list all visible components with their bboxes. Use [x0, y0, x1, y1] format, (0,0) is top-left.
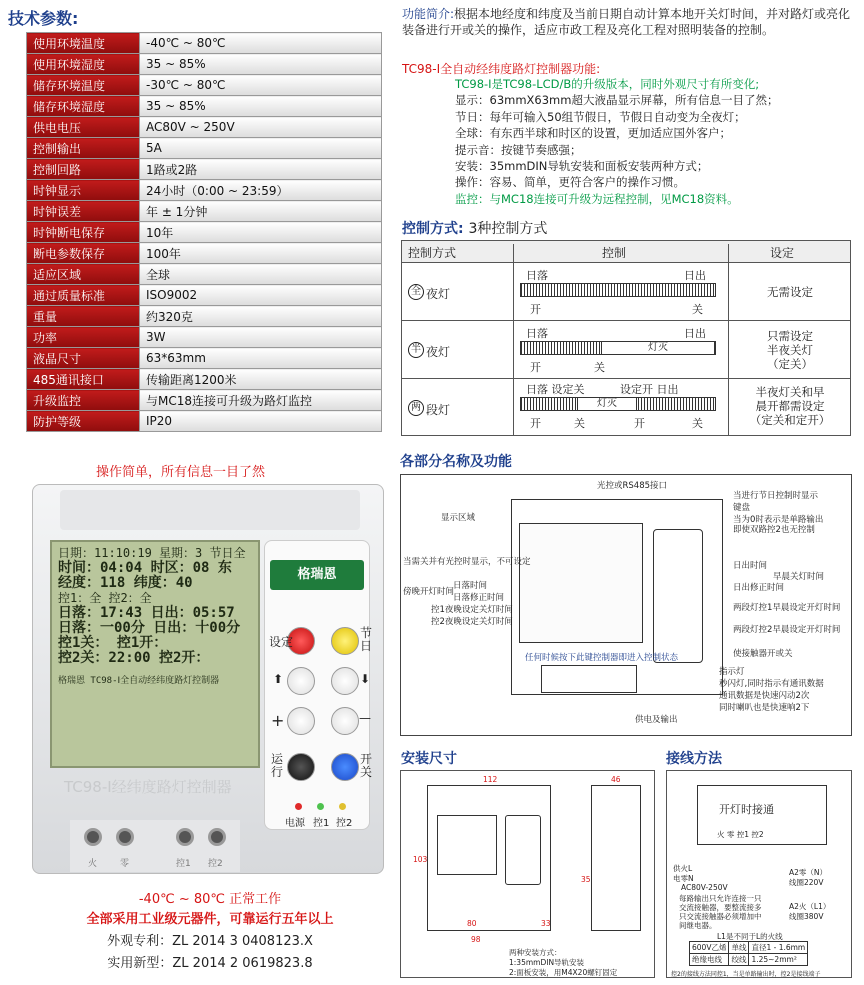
- diagram-lcd: [519, 523, 643, 643]
- spec-key: 485通讯接口: [27, 369, 140, 390]
- header-setting: 设定: [770, 246, 795, 260]
- spec-row: [27, 33, 382, 54]
- dim-width: 112: [483, 775, 498, 784]
- bar-label-left: 日落 设定关: [526, 383, 585, 396]
- wiring-note: 只交流接触器必须增加中: [679, 912, 762, 921]
- bar-label-left: 日落: [526, 327, 548, 340]
- spec-row: [27, 222, 382, 243]
- device-top-rail: [60, 490, 360, 530]
- wiring-note: 每路输出只允许连接一只: [679, 894, 762, 903]
- spec-row: [27, 327, 382, 348]
- spec-key: 储存环境湿度: [27, 96, 140, 117]
- spec-title: 技术参数:: [8, 9, 79, 28]
- switch-label: 开关: [360, 752, 373, 779]
- dim-offset: 33: [541, 919, 551, 928]
- label-keyboard: 键盘: [733, 503, 751, 513]
- up-label: ⬆: [273, 672, 284, 686]
- label-fest: 当进行节日控制时显示: [733, 491, 819, 501]
- label-zero: 当为0时表示是单路输出: [733, 515, 824, 525]
- terminal-label: 零: [120, 859, 130, 869]
- spec-value: 3W: [140, 327, 382, 348]
- ctrl1-led-label: 控1: [313, 818, 330, 829]
- wiring-note: 交流接触器，要整流接多: [679, 903, 762, 912]
- label-dual: 即使双路控2也无控制: [733, 525, 815, 535]
- power-led: [295, 803, 302, 810]
- bar-off-segment: 灯灭: [577, 398, 637, 410]
- bar-on: 开: [634, 417, 645, 430]
- feature-item: 节日：每年可输入50组节假日，节假日自动变为全夜灯；: [455, 109, 746, 124]
- wiring-fire: 供火L: [673, 864, 693, 873]
- spec-key: 升级监控: [27, 390, 140, 411]
- feature-item: 显示：63mmX63mm超大液晶显示屏幕，所有信息一目了然；: [455, 93, 779, 108]
- spec-value: 全球: [140, 264, 382, 285]
- feature-item: 全球：有东西半球和时区的设置，更加适应国外客户；: [455, 126, 731, 141]
- spec-key: 时钟误差: [27, 201, 140, 222]
- install-note: 两种安装方式：: [509, 948, 562, 957]
- spec-key: 功率: [27, 327, 140, 348]
- down-button[interactable]: [331, 667, 359, 695]
- wiring-voltage: AC80V-250V: [681, 883, 728, 892]
- label-two-stage1: 两段灯控1早晨设定开灯时间: [733, 603, 841, 613]
- spec-value: IP20: [140, 411, 382, 432]
- bar-label-right: 日出: [684, 327, 706, 340]
- spec-value: 传输距离1200米: [140, 369, 382, 390]
- mode-setting: 无需设定: [767, 285, 813, 299]
- terminal-screw: [176, 828, 194, 846]
- patent-design: 外观专利：ZL 2014 3 0408123.X: [107, 934, 313, 949]
- spec-value: AC80V ~ 250V: [140, 117, 382, 138]
- terminal-label: 火: [88, 859, 98, 869]
- ctrl1-led: [317, 803, 324, 810]
- spec-row: [27, 243, 382, 264]
- install-lcd-outline: [437, 815, 497, 875]
- label-ctrl2-off: 控2夜晚设定关灯时间: [431, 617, 513, 627]
- wiring-diagram: [666, 770, 852, 978]
- spec-row: [27, 390, 382, 411]
- spec-row: [27, 264, 382, 285]
- control-bar: [520, 341, 716, 355]
- label-hint: 任何时候按下此键控制器即进入控制状态: [525, 653, 679, 663]
- wiring-coil: A2火（L1）: [789, 902, 831, 911]
- bar-label-right: 日出: [684, 269, 706, 282]
- spec-value: -30℃ ~ 80℃: [140, 75, 382, 96]
- terminal-screw: [84, 828, 102, 846]
- plus-label: +: [271, 711, 285, 730]
- spec-value: 1路或2路: [140, 159, 382, 180]
- label-evening: 傍晚开灯时间: [403, 587, 455, 597]
- spec-key: 断电参数保存: [27, 243, 140, 264]
- spec-row: [27, 411, 382, 432]
- wiring-coil: 线圈220V: [789, 878, 824, 887]
- spec-key: 使用环境湿度: [27, 54, 140, 75]
- terminal-screw: [116, 828, 134, 846]
- spec-key: 防护等级: [27, 411, 140, 432]
- install-keypad-outline: [505, 815, 541, 885]
- control-subtitle: 3种控制方式: [468, 221, 548, 237]
- label-indicator: 指示灯: [719, 667, 745, 677]
- spec-key: 使用环境温度: [27, 33, 140, 54]
- wiring-footer: 控2的接线方法同控1，当是单路输出时，控2是接线端子: [671, 971, 821, 978]
- spec-row: [27, 54, 382, 75]
- mode-row-full: [402, 263, 850, 321]
- wiring-banner: 开灯时接通: [719, 803, 774, 816]
- spec-value: 年 ± 1分钟: [140, 201, 382, 222]
- label-sunrise-time: 日出时间: [733, 561, 768, 571]
- wiring-terminals: 火 零 控1 控2: [717, 830, 764, 839]
- mode-name: 夜灯: [426, 287, 451, 301]
- spec-row: [27, 138, 382, 159]
- run-label: 运行: [271, 752, 284, 779]
- spec-key: 时钟显示: [27, 180, 140, 201]
- bar-off: 关: [574, 417, 585, 430]
- mode-row-half: [402, 321, 850, 379]
- intro-text: 根据本地经度和纬度及当前日期自动计算本地开关灯时间，并对路灯或亮化装备进行开或关的操作，适应市政工程及亮化工程对照明装备的控制。: [402, 7, 851, 37]
- intro-label: 功能简介:: [402, 7, 455, 21]
- feature-item: 操作：容易、简单，更符合客户的操作习惯。: [455, 175, 685, 190]
- label-indicator-1: 秒闪灯,同时指示有通讯数据: [719, 679, 824, 689]
- features-list: [455, 76, 860, 207]
- spec-value: 10年: [140, 222, 382, 243]
- device-model-text: TC98-Ⅰ经纬度路灯控制器: [64, 778, 232, 796]
- wiring-l1-note: L1是不同于L的火线: [717, 932, 783, 941]
- bar-on: 开: [530, 417, 541, 430]
- bar-on: 开: [530, 303, 541, 316]
- spec-table: [26, 32, 382, 432]
- spec-row: [27, 285, 382, 306]
- label-sunset-correct: 日落修正时间: [453, 593, 505, 603]
- spec-value: 35 ~ 85%: [140, 96, 382, 117]
- spec-row: [27, 306, 382, 327]
- spec-row: [27, 117, 382, 138]
- wiring-title: 接线方法: [666, 751, 722, 767]
- spec-value: 63*63mm: [140, 348, 382, 369]
- bar-off-segment: 灯灭: [601, 342, 715, 354]
- switch-button[interactable]: [331, 753, 359, 781]
- mode-circle: 两: [408, 400, 424, 416]
- label-nolight: 当需关并有光控时显示，不可设定: [403, 557, 531, 567]
- mode-setting: 只需设定 半夜关灯 （定关）: [767, 329, 813, 371]
- spec-row: [27, 348, 382, 369]
- features-highlight: TC98-Ⅰ是TC98-LCD/B的升级版本，同时外观尺寸有所变化;: [455, 77, 760, 91]
- spec-value: 35 ~ 85%: [140, 54, 382, 75]
- brand-logo: 格瑞恩: [270, 560, 364, 590]
- install-note: 1:35mmDIN导轨安装: [509, 958, 585, 967]
- spec-row: [27, 96, 382, 117]
- label-ctrl1-off: 控1夜晚设定关灯时间: [431, 605, 513, 615]
- mode-name: 夜灯: [426, 345, 451, 359]
- install-note: 2:面板安装，用M4X20螺钉固定: [509, 968, 618, 977]
- bar-off: 关: [692, 303, 703, 316]
- parts-title: 各部分名称及功能: [400, 454, 512, 470]
- spec-row: [27, 201, 382, 222]
- label-trigger: 使接触器开或关: [733, 649, 793, 659]
- diagram-keypad: [653, 529, 703, 663]
- parts-diagram: [400, 474, 852, 736]
- dim-height: 103: [413, 855, 428, 864]
- features-title: TC98-Ⅰ全自动经纬度路灯控制器功能:: [402, 62, 601, 76]
- spec-row: [27, 369, 382, 390]
- terminal-block: [70, 820, 240, 872]
- features-monitor: 监控：与MC18连接可升级为远程控制，见MC18资料。: [455, 191, 739, 206]
- run-button[interactable]: [287, 753, 315, 781]
- mode-setting: 半夜灯关和早 晨开都需设定 （定关和定开）: [749, 385, 831, 427]
- dim-rail: 35: [581, 875, 591, 884]
- spec-key: 重量: [27, 306, 140, 327]
- spec-key: 液晶尺寸: [27, 348, 140, 369]
- wiring-note: 间继电器。: [679, 921, 717, 930]
- patent-utility: 实用新型：ZL 2014 2 0619823.8: [107, 956, 313, 971]
- install-side-view: [591, 785, 641, 931]
- feature-item: 提示音：按键节奏感强；: [455, 142, 582, 157]
- holiday-button[interactable]: [331, 627, 359, 655]
- diagram-terminal: [541, 665, 637, 693]
- label-dawn: 早晨关灯时间: [773, 572, 825, 582]
- minus-label: —: [359, 711, 371, 725]
- minus-button[interactable]: [331, 707, 359, 735]
- terminal-screw: [208, 828, 226, 846]
- label-port: 光控或RS485接口: [597, 481, 668, 491]
- plus-button[interactable]: [287, 707, 315, 735]
- header-control: 控制: [602, 246, 627, 260]
- spec-value: ISO9002: [140, 285, 382, 306]
- mode-circle: 半: [408, 342, 424, 358]
- up-button[interactable]: [287, 667, 315, 695]
- control-bar: [520, 283, 716, 297]
- spec-key: 供电电压: [27, 117, 140, 138]
- wiring-coil: 线圈380V: [789, 912, 824, 921]
- label-two-stage2: 两段灯控2早晨设定开灯时间: [733, 625, 841, 635]
- control-title: 控制方式: 3种控制方式: [402, 221, 548, 237]
- spec-key: 控制回路: [27, 159, 140, 180]
- label-power: 供电及输出: [635, 715, 678, 725]
- label-sunset-time: 日落时间: [453, 581, 488, 591]
- spec-key: 适应区域: [27, 264, 140, 285]
- label-indicator-3: 同时喇叭也是快速响2下: [719, 703, 810, 713]
- spec-row: [27, 180, 382, 201]
- label-sunrise-correct: 日出修正时间: [733, 583, 785, 593]
- bar-off: 关: [594, 361, 605, 374]
- intro: [402, 6, 858, 38]
- mode-row-two-stage: [402, 379, 850, 436]
- bar-off: 关: [692, 417, 703, 430]
- holiday-label: 节日: [360, 626, 373, 653]
- label-indicator-2: 通讯数据是快速闪动2次: [719, 691, 810, 701]
- bar-label-left: 日落: [526, 269, 548, 282]
- terminal-label: 控2: [208, 859, 223, 869]
- spec-key: 控制输出: [27, 138, 140, 159]
- photo-caption: 操作简单，所有信息一目了然: [96, 465, 266, 480]
- spec-value: 24小时（0:00 ~ 23:59）: [140, 180, 382, 201]
- dim-base: 98: [471, 935, 481, 944]
- slogan-temp: -40℃ ~ 80℃ 正常工作: [138, 892, 282, 907]
- header-mode: 控制方式: [408, 246, 457, 260]
- spec-value: 与MC18连接可升级为路灯监控: [140, 390, 382, 411]
- control-table-header: [402, 241, 850, 263]
- bar-label-right: 设定开 日出: [620, 383, 679, 396]
- ctrl2-led: [339, 803, 346, 810]
- wiring-coil: A2零（N）: [789, 868, 828, 877]
- dim-hole: 80: [467, 919, 477, 928]
- spec-row: [27, 159, 382, 180]
- feature-item: 安装：35mmDIN导轨安装和面板安装两种方式；: [455, 159, 709, 174]
- control-table: [401, 240, 851, 436]
- wire-spec-table: 600V乙烯 单线 直径1 - 1.6mm 绝缘电线 绞线 1.25~2mm²: [689, 941, 808, 966]
- mode-circle: 全: [408, 284, 424, 300]
- bar-on: 开: [530, 361, 541, 374]
- label-display: 显示区域: [441, 513, 476, 523]
- spec-value: 100年: [140, 243, 382, 264]
- spec-key: 时钟断电保存: [27, 222, 140, 243]
- device-lcd: 日期：11:10:19 星期：3 节日全 时间：04:04 时区：08 东 经度：118 纬度：40 控1：全 控2：全 日落：17:43 日出：05:57 日落：一00分 日出：十00分 控1关： 控1开： 控2关：22:00 控2开： 格瑞恩 TC98-Ⅰ全自动经纬度路灯控制器: [50, 540, 260, 768]
- down-label: ⬇: [360, 672, 371, 686]
- spec-value: 5A: [140, 138, 382, 159]
- wiring-neutral: 电零N: [673, 874, 694, 883]
- spec-value: -40℃ ~ 80℃: [140, 33, 382, 54]
- spec-value: 约320克: [140, 306, 382, 327]
- spec-key: 储存环境温度: [27, 75, 140, 96]
- slogan-quality: 全部采用工业级元器件，可靠运行五年以上: [86, 912, 334, 927]
- power-led-label: 电源: [285, 818, 305, 829]
- spec-row: [27, 75, 382, 96]
- control-bar: [520, 397, 716, 411]
- dim-depth: 46: [611, 775, 621, 784]
- spec-key: 通过质量标准: [27, 285, 140, 306]
- install-title: 安装尺寸: [401, 751, 457, 767]
- terminal-label: 控1: [176, 859, 191, 869]
- install-diagram: [400, 770, 655, 978]
- set-label: 设定: [269, 635, 294, 649]
- mode-name: 段灯: [426, 403, 451, 417]
- ctrl2-led-label: 控2: [336, 818, 353, 829]
